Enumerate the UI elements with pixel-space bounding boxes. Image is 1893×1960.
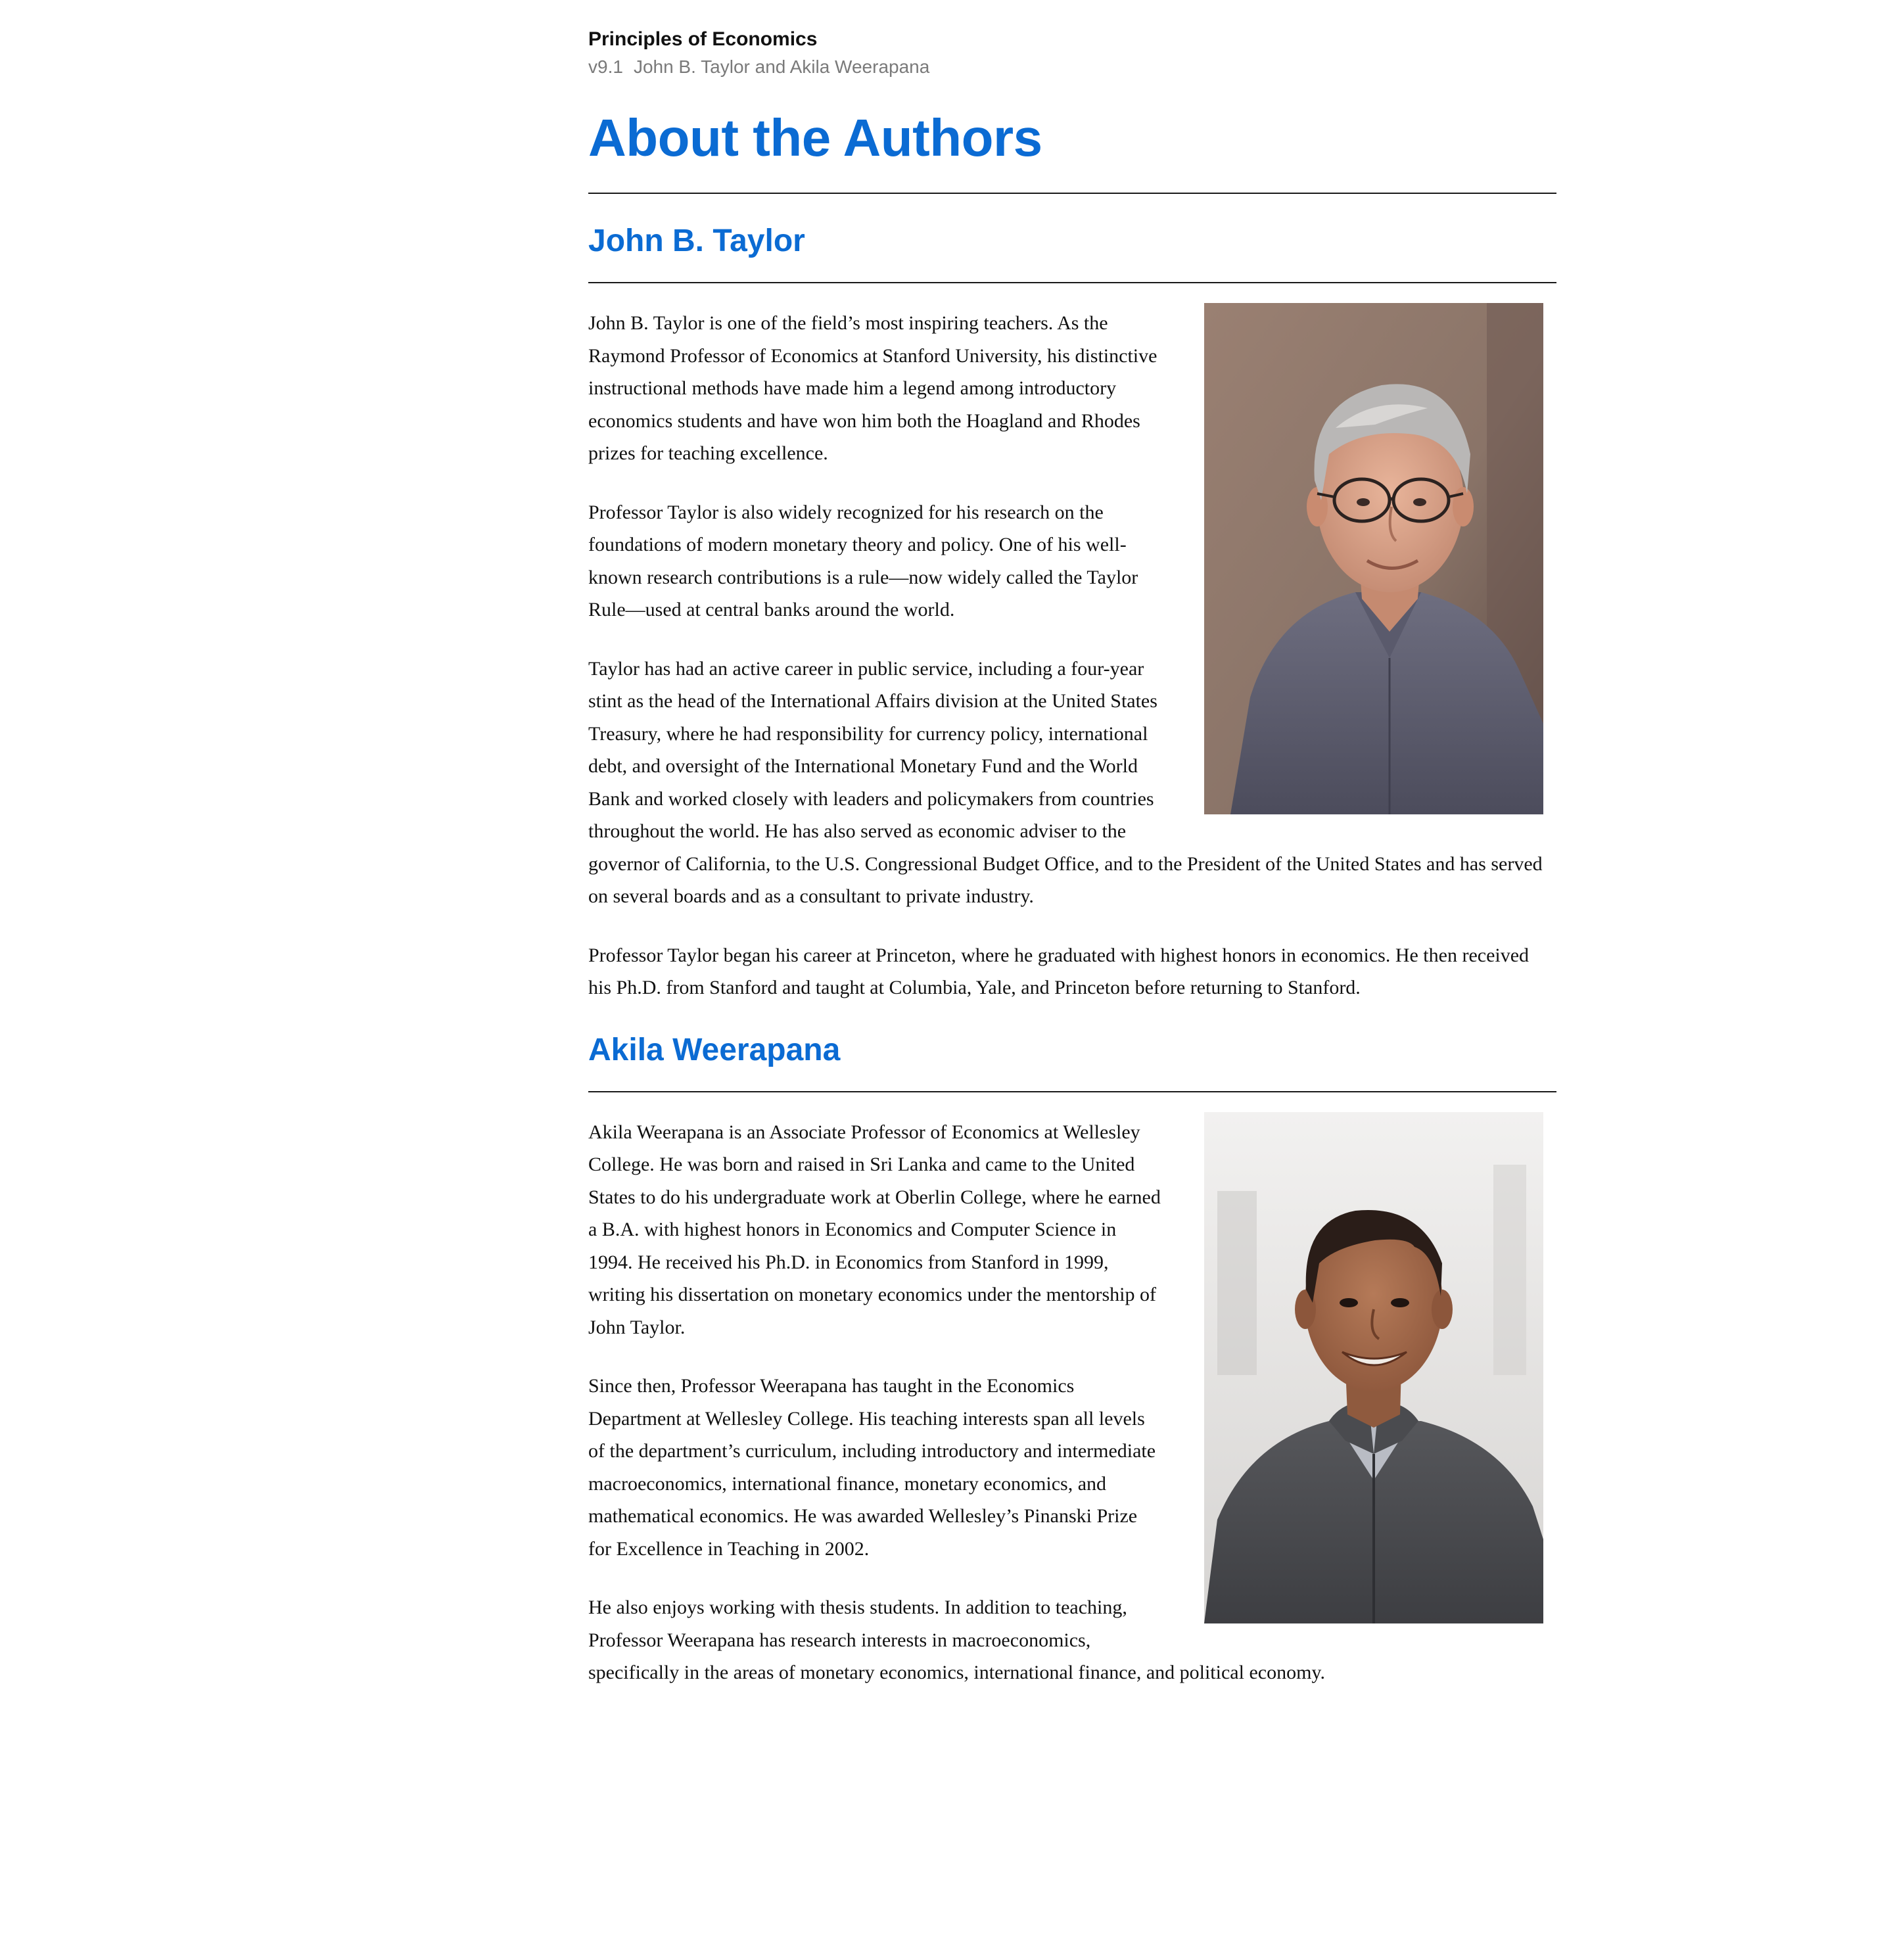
bio-paragraph: He also enjoys working with thesis students. In addition to teaching, Professor Weerapana has research interests in macroeconomics, specifically in the areas of monetary economics, international finance, and political economy. <box>588 1597 1325 1683</box>
title-divider <box>588 193 1556 194</box>
running-head <box>588 0 1556 80</box>
version-label: v9.1 <box>588 57 623 77</box>
bio-paragraph: Akila Weerapana is an Associate Professor of Economics at Wellesley College. He was born and raised in Sri Lanka and came to the United States to do his undergraduate work at Oberlin College, where he earned a B.A. with highest honors in Economics and Computer Science in 1994. He received his Ph.D. in Economics from Stanford in 1999, writing his dissertation on monetary economics under the mentorship of John Taylor. <box>588 1121 1161 1338</box>
bio-paragraph: Professor Taylor began his career at Princeton, where he graduated with highest honors in economics. He then received his Ph.D. from Stanford and taught at Columbia, Yale, and Princeton before returning to Stanford. <box>588 944 1530 998</box>
bio-paragraph: Professor Taylor is also widely recognized for his research on the foundations of modern monetary theory and policy. One of his well-known research contributions is a rule—now widely called the Taylor Rule—used at central banks around the world. <box>588 501 1138 620</box>
author-divider <box>588 282 1556 283</box>
author-bio <box>588 307 1556 1004</box>
book-title: Principles of Economics <box>588 28 818 50</box>
bio-paragraph: Taylor has had an active career in public service, including a four-year stint as the head of the International Affairs division at the United States Treasury, where he had responsibility for currency policy, international debt, and oversight of the International Monetary Fund and the World Bank and worked closely with leaders and policymakers from countries throughout the world. He has also served as economic adviser to the governor of California, to the U.S. Congressional Budget Office, and to the President of the United States and has served on several boards and as a consultant to private industry. <box>588 657 1543 907</box>
author-section-taylor <box>588 220 1556 1004</box>
page <box>588 0 1556 1689</box>
author-portrait-taylor <box>1204 303 1543 814</box>
author-divider <box>588 1091 1556 1092</box>
author-portrait-weerapana <box>1204 1112 1543 1623</box>
authors-line: John B. Taylor and Akila Weerapana <box>633 57 930 77</box>
author-name: Akila Weerapana <box>588 1032 841 1067</box>
book-meta <box>588 54 1556 80</box>
author-section-weerapana <box>588 1029 1556 1689</box>
page-title: About the Authors <box>588 108 1042 167</box>
bio-paragraph: Since then, Professor Weerapana has taught in the Economics Department at Wellesley College. His teaching interests span all levels of the department’s curriculum, including introductory and intermediate macroeconomics, international finance, monetary economics, and mathematical economics. He was awarded Wellesley’s Pinanski Prize for Excellence in Teaching in 2002. <box>588 1375 1156 1560</box>
author-name: John B. Taylor <box>588 223 805 258</box>
author-bio <box>588 1116 1556 1689</box>
bio-paragraph: John B. Taylor is one of the field’s most inspiring teachers. As the Raymond Professor of Economics at Stanford University, his distinctive instructional methods have made him a legend among introductory economics students and have won him both the Hoagland and Rhodes prizes for teaching excellence. <box>588 312 1157 464</box>
